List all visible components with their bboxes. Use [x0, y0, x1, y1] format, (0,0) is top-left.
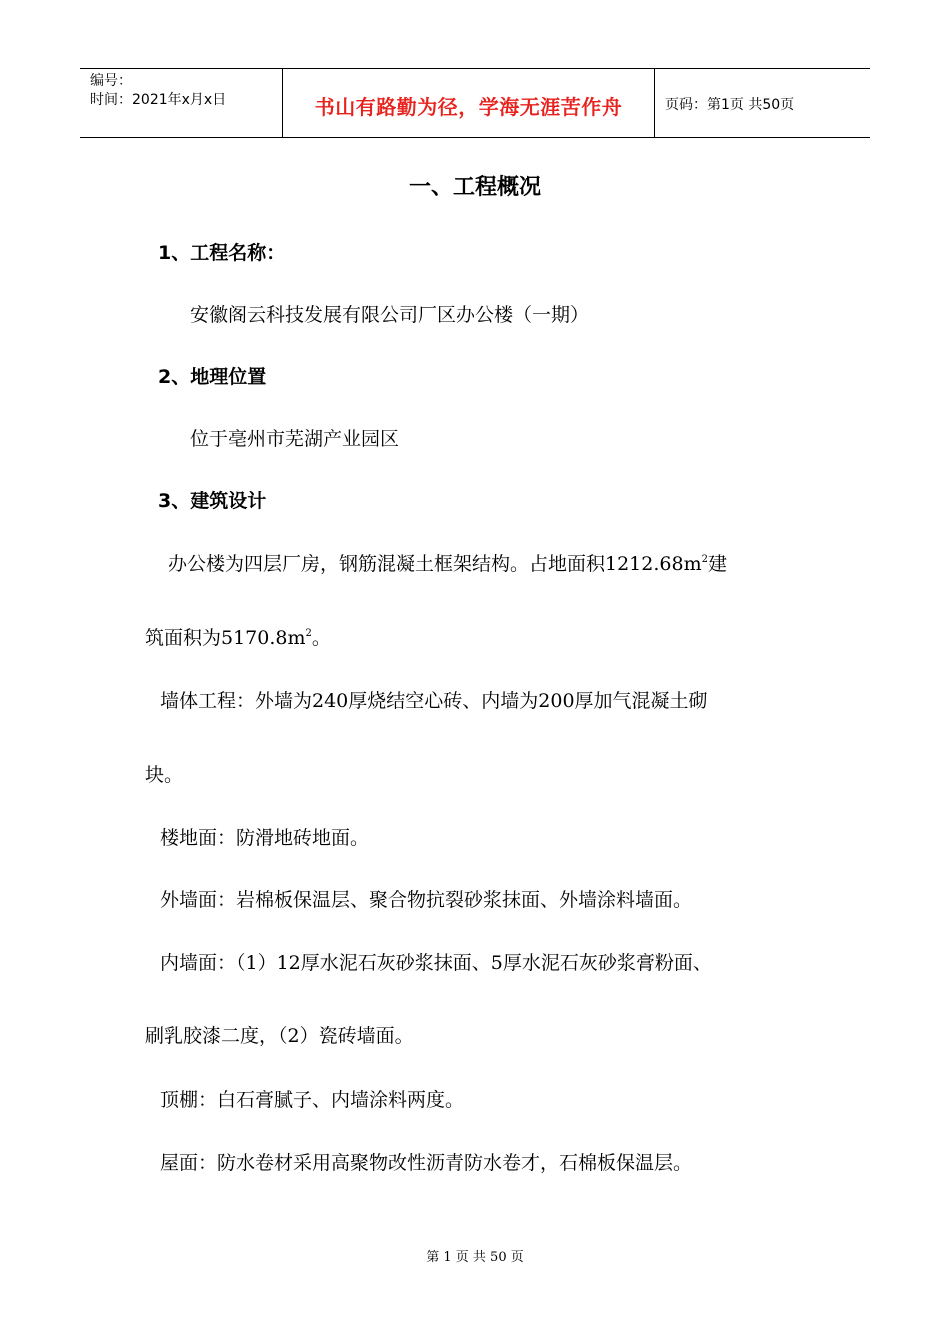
project-name-text: 安徽阁云科技发展有限公司厂区办公楼（一期） [190, 304, 590, 326]
date-label: 时间：2021年x月x日 [90, 92, 227, 108]
architecture-paragraph-line1 [168, 549, 727, 576]
roof-text: 屋面：防水卷材采用高聚物改性沥青防水卷才，石棉板保温层。 [160, 1152, 693, 1174]
number-label: 编号： [90, 73, 132, 89]
ceiling-text: 顶棚：白石膏腻子、内墙涂料两度。 [160, 1089, 465, 1111]
header-left-cell [80, 69, 282, 137]
wall-text-line2: 块。 [145, 764, 184, 786]
floor-text: 楼地面：防滑地砖地面。 [160, 827, 370, 849]
motto: 书山有路勤为径，学海无涯苦作舟 [314, 94, 623, 119]
wall-text-line1: 墙体工程：外墙为240厚烧结空心砖、内墙为200厚加气混凝土砌 [160, 690, 708, 712]
location-text: 位于亳州市芜湖产业园区 [190, 428, 400, 450]
header-right-cell [655, 69, 870, 137]
page-header [80, 68, 870, 138]
section-heading-project-name: 1、工程名称： [158, 242, 286, 264]
architecture-text-a: 办公楼为四层厂房，钢筋混凝土框架结构。占地面积1212.68m [168, 553, 702, 575]
interior-wall-text-line1: 内墙面：（1）12厚水泥石灰砂浆抹面、5厚水泥石灰砂浆膏粉面、 [160, 952, 712, 974]
architecture-paragraph-line2 [145, 623, 331, 650]
page-title: 一、工程概况 [408, 175, 541, 200]
page-info: 页码：第1页 共50页 [665, 97, 795, 113]
area-text-b: 。 [311, 627, 331, 649]
exterior-wall-text: 外墙面：岩棉板保温层、聚合物抗裂砂浆抹面、外墙涂料墙面。 [160, 889, 693, 911]
section-heading-location: 2、地理位置 [158, 366, 267, 388]
section-heading-architecture: 3、建筑设计 [158, 490, 267, 512]
interior-wall-text-line2: 刷乳胶漆二度，（2）瓷砖墙面。 [145, 1025, 414, 1047]
header-middle-cell [282, 69, 655, 137]
page-footer: 第 1 页 共 50 页 [426, 1250, 524, 1265]
superscript: 2 [305, 628, 312, 639]
area-text-a: 筑面积为5170.8m [145, 627, 306, 649]
superscript: 2 [701, 554, 708, 565]
architecture-text-b: 建 [707, 553, 727, 575]
